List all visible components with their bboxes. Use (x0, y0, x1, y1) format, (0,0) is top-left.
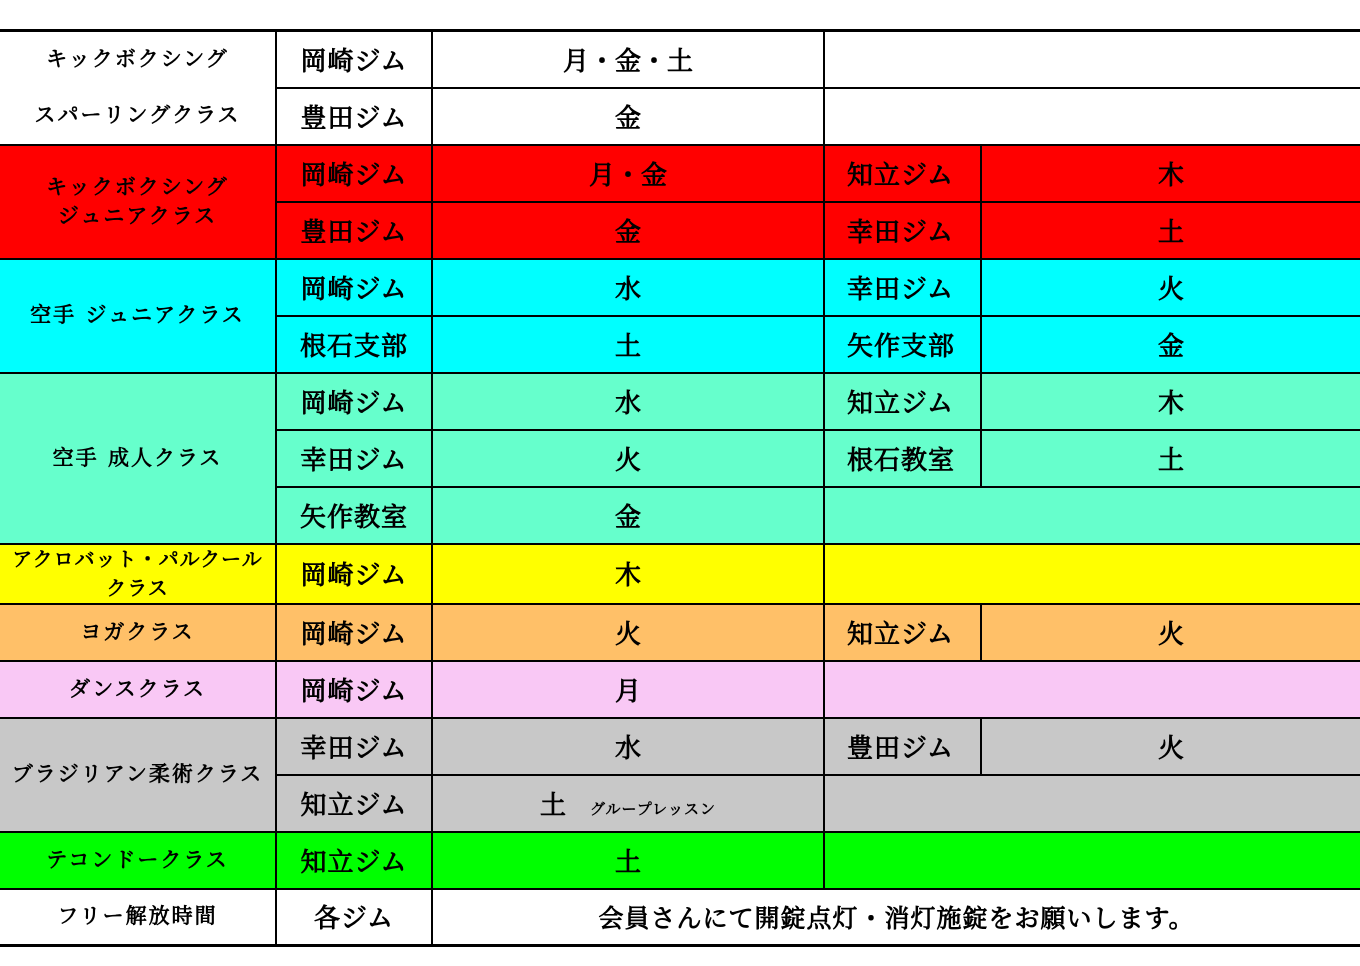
days-cell-2: 木 (981, 145, 1360, 202)
gym-cell-2: 矢作支部 (824, 316, 981, 373)
row-karate-junior-1 (0, 259, 1360, 316)
gym-cell: 岡崎ジム (276, 31, 432, 88)
class-name-kick-junior (0, 145, 276, 259)
days-cell-2: 土 (981, 430, 1360, 487)
days-cell (432, 775, 824, 832)
free-message: 会員さんにて開錠点灯・消灯施錠をお願いします。 (432, 889, 1360, 946)
gym-cell: 岡崎ジム (276, 604, 432, 661)
gym-cell: 岡崎ジム (276, 661, 432, 718)
days-cell: 土 (432, 832, 824, 889)
class-name-kick-spar-line1: キックボクシング (0, 31, 276, 88)
row-yoga (0, 604, 1360, 661)
row-karate-adult-1 (0, 373, 1360, 430)
days-cell-2: 土 (981, 202, 1360, 259)
row-kick-junior-1 (0, 145, 1360, 202)
row-bjj-1 (0, 718, 1360, 775)
days-cell-2: 金 (981, 316, 1360, 373)
empty-cell (824, 832, 1360, 889)
days-cell: 土 (432, 316, 824, 373)
empty-cell (824, 775, 1360, 832)
class-name-line1: アクロバット・パルクール (12, 546, 263, 571)
empty-cell (824, 487, 1360, 544)
class-name-line1: キックボクシング (46, 174, 229, 199)
gym-cell-2: 根石教室 (824, 430, 981, 487)
gym-cell: 根石支部 (276, 316, 432, 373)
days-cell-2: 火 (981, 604, 1360, 661)
days-cell-2: 火 (981, 259, 1360, 316)
class-name-bjj: ブラジリアン柔術クラス (0, 718, 276, 832)
gym-cell: 矢作教室 (276, 487, 432, 544)
class-name-yoga: ヨガクラス (0, 604, 276, 661)
class-name-taekwondo: テコンドークラス (0, 832, 276, 889)
gym-cell: 岡崎ジム (276, 373, 432, 430)
days-cell-2: 火 (981, 718, 1360, 775)
empty-cell (824, 88, 1360, 145)
days-cell: 火 (432, 430, 824, 487)
gym-cell: 岡崎ジム (276, 259, 432, 316)
class-schedule-table (0, 29, 1360, 947)
gym-cell-2: 知立ジム (824, 145, 981, 202)
class-name-acro (0, 544, 276, 604)
days-cell: 月 (432, 661, 824, 718)
empty-cell (824, 31, 1360, 88)
gym-cell: 知立ジム (276, 832, 432, 889)
gym-cell: 岡崎ジム (276, 544, 432, 604)
class-name-line2: ジュニアクラス (57, 203, 218, 228)
days-cell: 水 (432, 373, 824, 430)
days-cell: 金 (432, 487, 824, 544)
days-cell: 木 (432, 544, 824, 604)
gym-cell-2: 知立ジム (824, 604, 981, 661)
row-dance (0, 661, 1360, 718)
gym-cell: 豊田ジム (276, 202, 432, 259)
gym-cell: 各ジム (276, 889, 432, 946)
days-cell: 月・金・土 (432, 31, 824, 88)
group-lesson-note: グループレッスン (589, 799, 717, 818)
gym-cell-2: 幸田ジム (824, 259, 981, 316)
class-name-free: フリー解放時間 (0, 889, 276, 946)
row-acro (0, 544, 1360, 604)
days-cell-2: 木 (981, 373, 1360, 430)
class-name-dance: ダンスクラス (0, 661, 276, 718)
days-cell: 月・金 (432, 145, 824, 202)
gym-cell: 幸田ジム (276, 718, 432, 775)
days-text: 土 (539, 790, 566, 821)
days-cell: 火 (432, 604, 824, 661)
class-name-karate-junior: 空手 ジュニアクラス (0, 259, 276, 373)
class-name-kick-spar-line2: スパーリングクラス (0, 88, 276, 145)
gym-cell-2: 豊田ジム (824, 718, 981, 775)
days-cell: 水 (432, 259, 824, 316)
class-name-line2: クラス (106, 575, 169, 600)
gym-cell: 幸田ジム (276, 430, 432, 487)
gym-cell: 知立ジム (276, 775, 432, 832)
row-taekwondo (0, 832, 1360, 889)
row-free (0, 889, 1360, 946)
days-cell: 金 (432, 88, 824, 145)
empty-cell (824, 661, 1360, 718)
gym-cell-2: 知立ジム (824, 373, 981, 430)
empty-cell (824, 544, 1360, 604)
days-cell: 水 (432, 718, 824, 775)
row-kick-spar-2 (0, 88, 1360, 145)
row-kick-spar-1 (0, 31, 1360, 88)
gym-cell: 岡崎ジム (276, 145, 432, 202)
class-name-karate-adult: 空手 成人クラス (0, 373, 276, 544)
gym-cell: 豊田ジム (276, 88, 432, 145)
gym-cell-2: 幸田ジム (824, 202, 981, 259)
days-cell: 金 (432, 202, 824, 259)
